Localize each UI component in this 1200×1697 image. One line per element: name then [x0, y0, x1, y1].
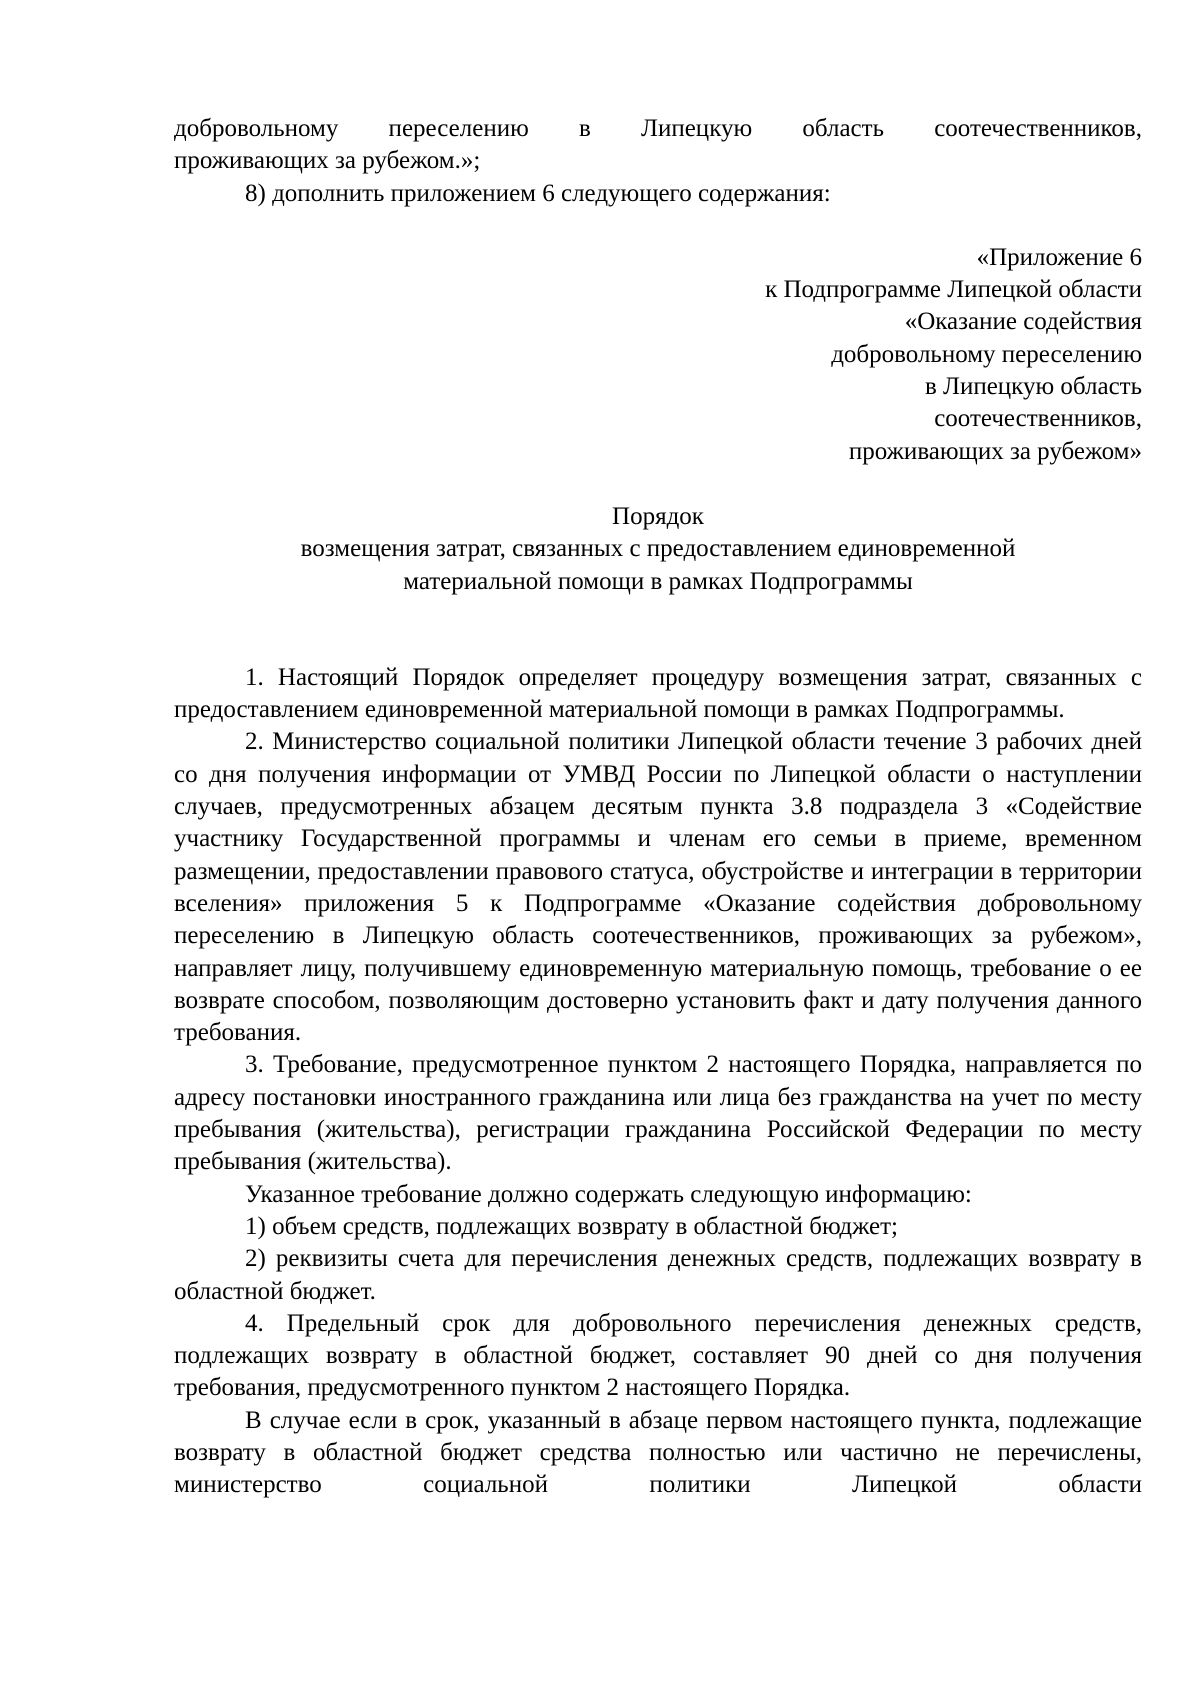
appendix-line: «Оказание содействия	[904, 308, 1142, 336]
document-title	[174, 501, 1142, 598]
document-body	[174, 113, 1142, 1502]
paragraph-4a: В случае если в срок, указанный в абзаце первом настоящего пункта, подлежащие возврату в областной бюджет средства полностью или частично не перечислены, министерство социальной политики Липецкой области	[174, 1406, 1142, 1499]
appendix-line: проживающих за рубежом»	[848, 437, 1142, 465]
appendix-line: в Липецкую область	[924, 373, 1142, 401]
title-line-2: возмещения затрат, связанных с предоставлением единовременной	[300, 535, 1016, 563]
paragraph-2: 2. Министерство социальной политики Липецкой области течение 3 рабочих дней со дня получения информации от УМВД России по Липецкой области о наступлении случаев, предусмотренных абзацем десятым пункта 3.8 подраздела 3 «Содействие участнику Государственной программы и членам его семьи в приеме, временном размещении, предоставлении правового статуса, обустройстве и интеграции в территории вселения» приложения 5 к Подпрограмме «Оказание содействия добровольному переселению в Липецкую область соотечественников, проживающих за рубежом», направляет лицу, получившему единовременную материальную помощь, требование о ее возврате способом, позволяющим достоверно установить факт и дату получения данного требования.	[174, 728, 1142, 1047]
paragraph-3a: Указанное требование должно содержать следующую информацию:	[245, 1180, 972, 1208]
appendix-line: «Приложение 6	[976, 243, 1142, 271]
paragraph-3b: 1) объем средств, подлежащих возврату в областной бюджет;	[245, 1212, 898, 1240]
intro-item-8: 8) дополнить приложением 6 следующего содержания:	[245, 179, 831, 207]
appendix-line: добровольному переселению	[831, 340, 1142, 368]
paragraph-4: 4. Предельный срок для добровольного перечисления денежных средств, подлежащих возврату в областной бюджет, составляет 90 дней со дня получения требования, предусмотренного пунктом 2 настоящего Порядка.	[174, 1309, 1142, 1402]
title-line-1: Порядок	[612, 502, 704, 530]
appendix-line: к Подпрограмме Липецкой области	[765, 276, 1142, 304]
appendix-line: соотечественников,	[934, 405, 1142, 433]
intro-line-2: проживающих за рубежом.»;	[174, 147, 481, 175]
paragraph-3c: 2) реквизиты счета для перечисления денежных средств, подлежащих возврату в областной бюджет.	[174, 1245, 1142, 1305]
intro-line-1: добровольному переселению в Липецкую область соотечественников,	[174, 115, 1142, 142]
title-line-3: материальной помощи в рамках Подпрограммы	[403, 567, 913, 595]
paragraph-3: 3. Требование, предусмотренное пунктом 2 настоящего Порядка, направляется по адресу постановки иностранного гражданина или лица без гражданства на учет по месту пребывания (жительства), регистрации гражданина Российской Федерации по месту пребывания (жительства).	[174, 1051, 1142, 1176]
paragraph-1: 1. Настоящий Порядок определяет процедуру возмещения затрат, связанных с предоставлением единовременной материальной помощи в рамках Подпрограммы.	[174, 663, 1142, 724]
appendix-header	[174, 242, 1142, 468]
